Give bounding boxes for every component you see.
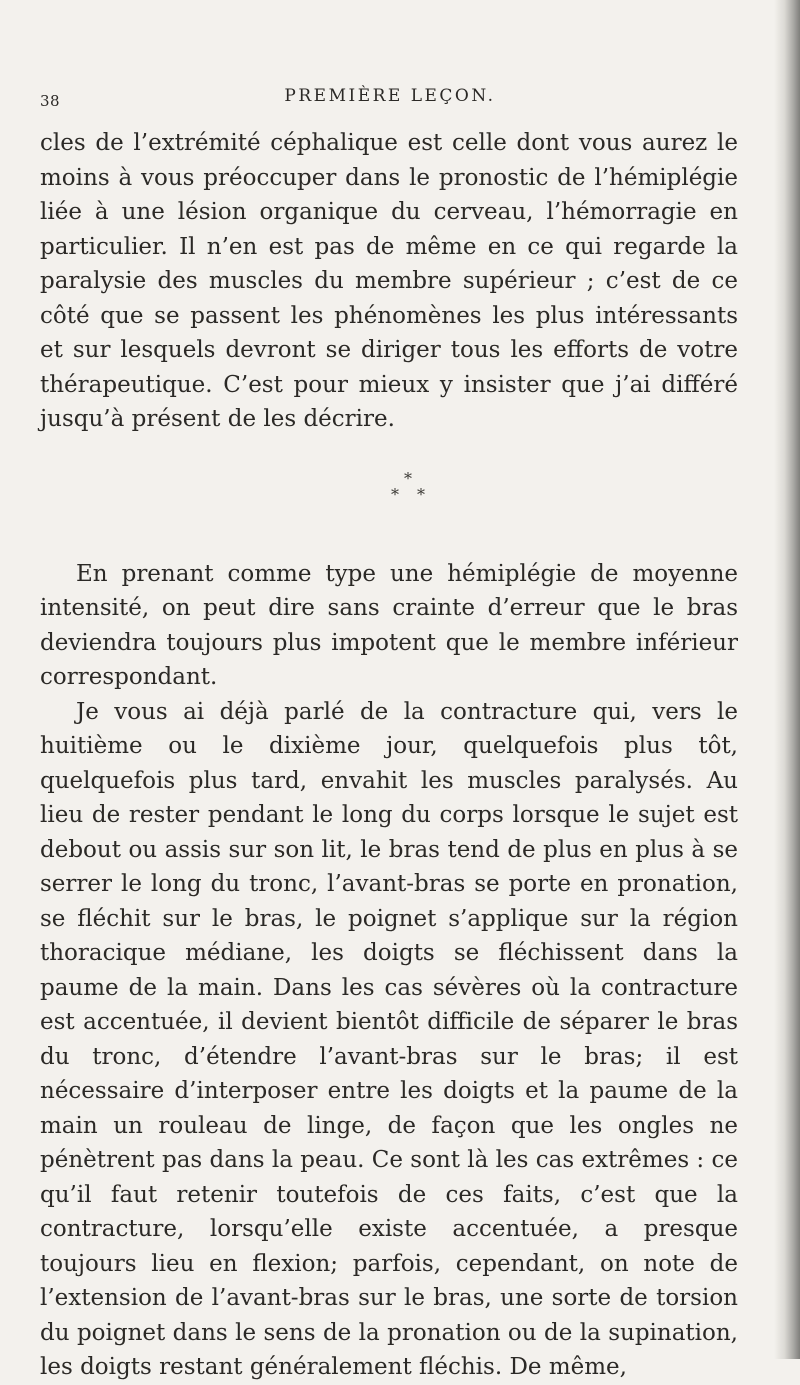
paragraph-continuation: cles de l’extrémité céphalique est celle dont vous aurez le moins à vous préoccuper dans le pronostic de l’hémiplégie liée à une lésion organique du cerveau, l’hémorragie en particulier. Il n’en est pas de même en ce qui regarde la paralysie des muscles du membre supérieur ; c’est de ce côté que se passent les phénomènes les plus intéressants et sur lesquels devront se diriger tous les efforts de votre thérapeutique. C’est pour mieux y insister que j’ai différé jusqu’à présent de les décrire.: [40, 130, 738, 432]
paragraph-hemiplegia-type: En prenant comme type une hémiplégie de moyenne intensité, on peut dire sans crainte d’erreur que le bras deviendra toujours plus impotent que le membre inférieur correspondant.: [40, 560, 738, 690]
paragraph-contracture: Je vous ai déjà parlé de la contracture qui, vers le huitième ou le dixième jour, quelquefois plus tôt, quelquefois plus tard, envahit les muscles paralysés. Au lieu de rester pendant le long du corps lorsque le sujet est debout ou assis sur son lit, le bras tend de plus en plus à se serrer le long du tronc, l’avant-bras se porte en pronation, se fléchit sur le bras, le poignet s’applique sur la région thoracique médiane, les doigts se fléchissent dans la paume de la main. Dans les cas sévères où la contracture est accentuée, il devient bientôt difficile de séparer le bras du tronc, d’étendre l’avant-bras sur le bras; il est nécessaire d’interposer entre les doigts et la paume de la main un rouleau de linge, de façon que les ongles ne pénètrent pas dans la peau. Ce sont là les cas extrêmes : ce qu’il faut retenir toutefois de ces faits, c’est que la contracture, lorsqu’elle existe accentuée, a presque toujours lieu en flexion; parfois, cependant, on note de l’extension de l’avant-bras sur le bras, une sorte de torsion du poignet dans le sens de la pronation ou de la supination, les doigts restant généralement fléchis. De même,: [40, 698, 738, 1380]
asterism-star-left: *: [391, 484, 399, 504]
page-number: 38: [40, 92, 61, 110]
asterism-star-right: *: [417, 484, 425, 504]
page-edge-shadow: [774, 0, 800, 1359]
running-head: PREMIÈRE LEÇON.: [284, 86, 496, 106]
asterism-star-top: *: [404, 468, 412, 488]
page-header: [40, 86, 740, 116]
body-text: [40, 126, 738, 1385]
asterism-separator: [40, 437, 738, 557]
